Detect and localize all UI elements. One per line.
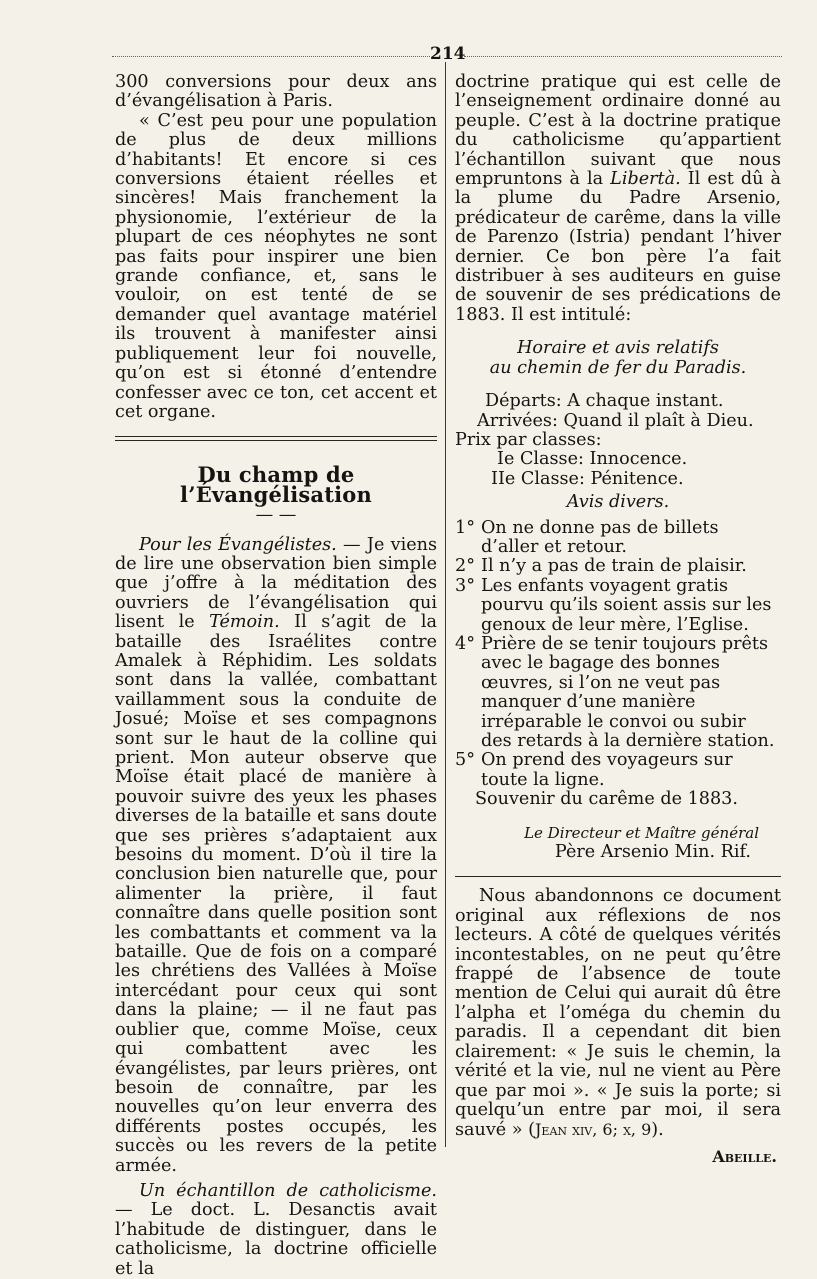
paragraph-lead: Pour les Évangélistes. [139,534,337,555]
journal-title: Libertà. [610,169,681,190]
column-divider [445,62,446,1147]
left-column [115,73,437,1279]
notice-text: On ne donne pas de billets d’aller et retour. [481,517,719,557]
notice-number: 3° [455,575,475,596]
departures-line: Départs: A chaque instant. [485,391,724,412]
notice-text: Il n’y a pas de train de plaisir. [481,556,747,577]
document-title-line: au chemin de fer du Paradis. [489,357,747,378]
section-title: Du champ de l’Évangélisation [180,462,372,507]
document-title-line: Horaire et avis relatifs [517,338,719,359]
class-line: IIe Classe: Pénitence. [491,468,684,489]
paragraph-text: — Je viens de lire une observation bien simple que j’offre à la méditation des ouvriers de l’évangélisation qui lisent le [115,534,437,633]
class-line: Ie Classe: Innocence. [497,449,688,470]
section-rule [455,876,781,877]
paragraph [455,887,781,1140]
bible-reference: Jean xiv, 6; x, 9 [535,1120,652,1140]
page-header [112,44,782,66]
notice-item [455,751,781,790]
paragraph-text: — Le doct. L. Desanctis avait l’habitude de distinguer, dans le catholicisme, la doctrine officielle et la [115,1200,437,1279]
notice-number: 5° [455,750,475,771]
paragraph [115,536,437,1176]
paragraph [455,73,781,325]
notice-item [455,519,781,558]
author-signature: Abeille. [712,1146,777,1166]
page-number: 214 [430,44,466,64]
document-title [455,339,781,358]
paragraph-text: doctrine pratique qui est celle de l’enseignement ordinaire donné au peuple. C’est à la doctrine pratique du catholicisme qu’appartient l’échantillon suivant que nous empruntons à la [455,72,781,190]
arrivals-line: Arrivées: Quand il plaît à Dieu. [477,410,754,431]
notice-list [455,519,781,791]
title-dash: — — [255,505,297,526]
journal-title: Témoin. [209,612,280,633]
paragraph-text: ). [651,1120,664,1141]
notice-item [455,635,781,751]
notice-item [455,557,781,576]
section-double-rule [115,436,437,441]
paragraph [115,1182,437,1279]
notices-heading-text: Avis divers. [566,492,670,513]
right-column [455,73,781,1166]
notices-heading [455,493,781,512]
paragraph: 300 conversions pour deux ans d’évangélisation à Paris. [115,72,437,112]
notice-number: 4° [455,633,475,654]
paragraph-lead: Un échantillon de catholicisme. [139,1180,437,1201]
paragraph: « C’est peu pour une population de plus de deux millions d’habitants! Et encore si ces conversions étaient réelles et sincères! Mais franchement la physionomie, l’extérieur de la plupart de ces néophytes ne sont pas faits pour inspirer une bien grande confiance, et, sans le vouloir, on est tenté de se demander quel avantage matériel ils trouvent à manifester ainsi publiquement leur foi nouvelle, qu’on est si étonné d’entendre confesser avec ce ton, cet accent et cet organe. [115,110,437,422]
notice-text: Prière de se tenir toujours prêts avec le bagage des bonnes œuvres, si l’on ne veut pas manquer d’une manière irréparable le convoi ou subir des retards à la dernière station. [481,633,775,751]
paragraph-text: Il s’agit de la bataille des Israélites contre Amalek à Réphidim. Les soldats sont dans la vallée, combattant vaillamment sous la conduite de Josué; Moïse et ses compagnons sont sur le haut de la colline qui prient. Mon auteur observe que Moïse était placé de manière à pouvoir suivre des yeux les phases diverses de la bataille et sans doute que ses prières s’adaptaient aux besoins du moment. D’où il tire la conclusion bien naturelle que, pour alimenter la prière, il faut connaître dans quelle position sont les combattants et comment va la bataille. Que de fois on a comparé les chrétiens des Vallées à Moïse intercédant pour ceux qui sont dans la plaine; — il ne faut pas oublier que, comme Moïse, ceux qui combattent avec les évangélistes, par leurs prières, ont besoin de connaître, par les nouvelles qu’on leur enverra des différents postes occupés, les succès ou les revers de la petite armée. [115,612,437,1176]
notice-number: 1° [455,517,475,538]
notice-number: 2° [455,556,475,577]
header-rule-right [464,56,782,57]
signature-name: Père Arsenio Min. Rif. [554,842,751,863]
paragraph-text: Nous abandonnons ce document original aux réflexions de nos lecteurs. A côté de quelques vérités incontestables, on ne peut qu’être frappé de l’absence de toute mention de Celui qui aurait dû être l’alpha et l’oméga du chemin du paradis. Il a cependant dit bien clairement: « Je suis le chemin, la vérité et la vie, nul ne vient au Père que par moi ». « Je suis la porte; si quelqu’un entre par moi, il sera sauvé » ( [455,886,781,1141]
document-title [455,359,781,378]
notice-text: On prend des voyageurs sur toute la ligne. [481,750,733,790]
signature-title: Le Directeur et Maître général [524,823,759,842]
notice-item [455,577,781,635]
notice-text: Les enfants voyagent gratis pourvu qu’ils soient assis sur les genoux de leur mère, l’Eglise. [481,575,772,635]
header-rule-left [112,56,430,57]
prices-line: Prix par classes: [455,429,602,450]
souvenir-line: Souvenir du carême de 1883. [475,789,738,810]
paragraph-text: Il est dû à la plume du Padre Arsenio, prédicateur de carême, dans la ville de Parenzo (Istria) pendant l’hiver dernier. Ce bon père l’a fait distribuer à ses auditeurs en guise de souvenir de ses prédications de 1883. Il est intitulé: [455,169,781,325]
